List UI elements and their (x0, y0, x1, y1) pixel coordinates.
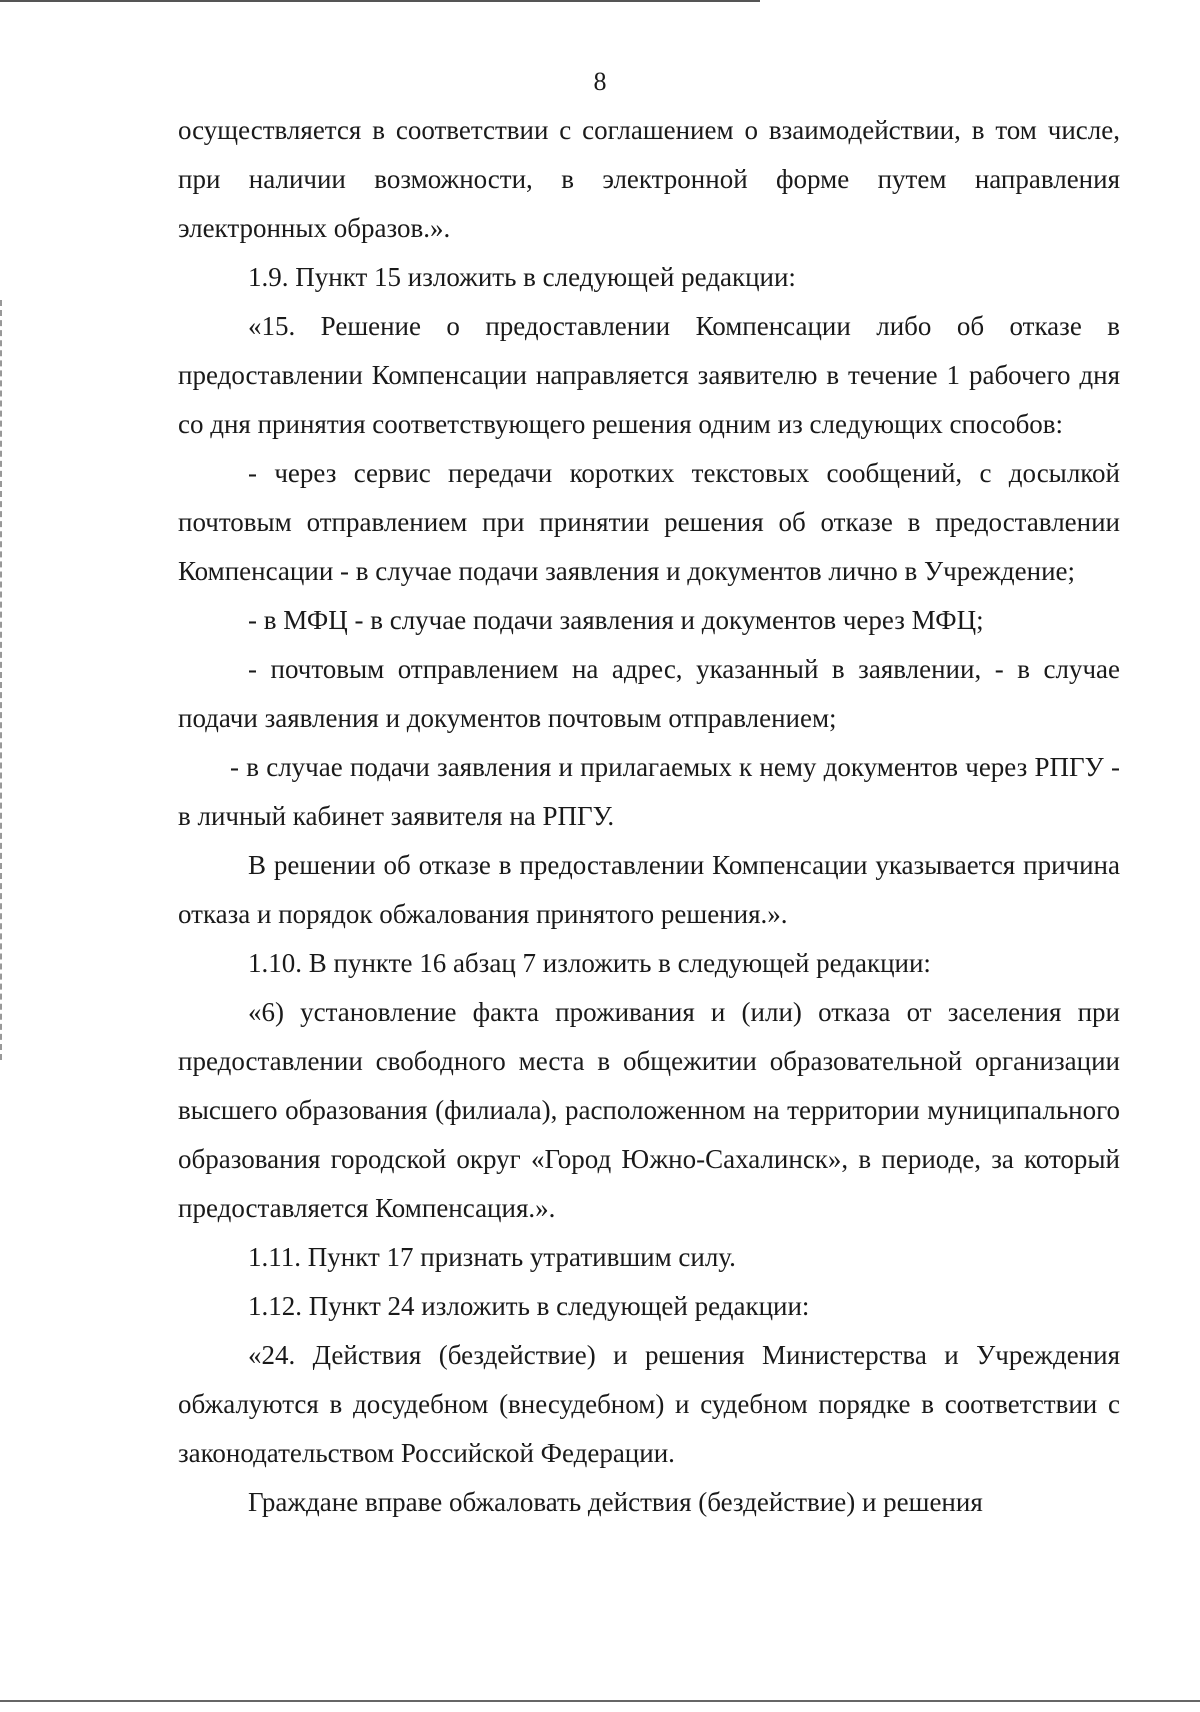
paragraph-clause-6: «6) установление факта проживания и (или) отказа от заселения при предоставлении свободного места в общежитии образовательной организации высшего образования (филиала), расположенном на территории муниципального образования городской округ «Город Южно-Сахалинск», в периоде, за который предоставляется Компенсация.». (178, 997, 1120, 1223)
paragraph-clause-15: «15. Решение о предоставлении Компенсации либо об отказе в предоставлении Компенсации направляется заявителю в течение 1 рабочего дня со дня принятия соответствующего решения одним из следующих способов: (178, 311, 1120, 439)
bottom-scan-edge (0, 1700, 1200, 1702)
document-body (178, 106, 1120, 1527)
paragraph-continuation: осуществляется в соответствии с соглашением о взаимодействии, в том числе, при наличии возможности, в электронной форме путем направления электронных образов.». (178, 115, 1120, 243)
page-number: 8 (593, 67, 607, 96)
paragraph-clause-24: «24. Действия (бездействие) и решения Министерства и Учреждения обжалуются в досудебном (внесудебном) и судебном порядке в соответствии с законодательством Российской Федерации. (178, 1340, 1120, 1468)
paragraph-item-1-10: 1.10. В пункте 16 абзац 7 изложить в следующей редакции: (248, 948, 931, 978)
left-margin-marks (0, 300, 6, 1060)
paragraph-bullet-post: - почтовым отправлением на адрес, указанный в заявлении, - в случае подачи заявления и документов почтовым отправлением; (178, 654, 1120, 733)
paragraph-refusal-reason: В решении об отказе в предоставлении Компенсации указывается причина отказа и порядок обжалования принятого решения.». (178, 850, 1120, 929)
paragraph-item-1-12: 1.12. Пункт 24 изложить в следующей редакции: (248, 1291, 810, 1321)
paragraph-bullet-rpgu: - в случае подачи заявления и прилагаемых к нему документов через РПГУ - в личный кабинет заявителя на РПГУ. (178, 752, 1120, 831)
paragraph-citizens-right: Граждане вправе обжаловать действия (бездействие) и решения (248, 1487, 983, 1517)
paragraph-item-1-11: 1.11. Пункт 17 признать утратившим силу. (248, 1242, 736, 1272)
top-scan-edge (0, 0, 760, 2)
paragraph-bullet-sms: - через сервис передачи коротких текстовых сообщений, с досылкой почтовым отправлением при принятии решения об отказе в предоставлении Компенсации - в случае подачи заявления и документов лично в Учреждение; (178, 458, 1120, 586)
paragraph-item-1-9: 1.9. Пункт 15 изложить в следующей редакции: (248, 262, 796, 292)
paragraph-bullet-mfc: - в МФЦ - в случае подачи заявления и документов через МФЦ; (248, 605, 984, 635)
